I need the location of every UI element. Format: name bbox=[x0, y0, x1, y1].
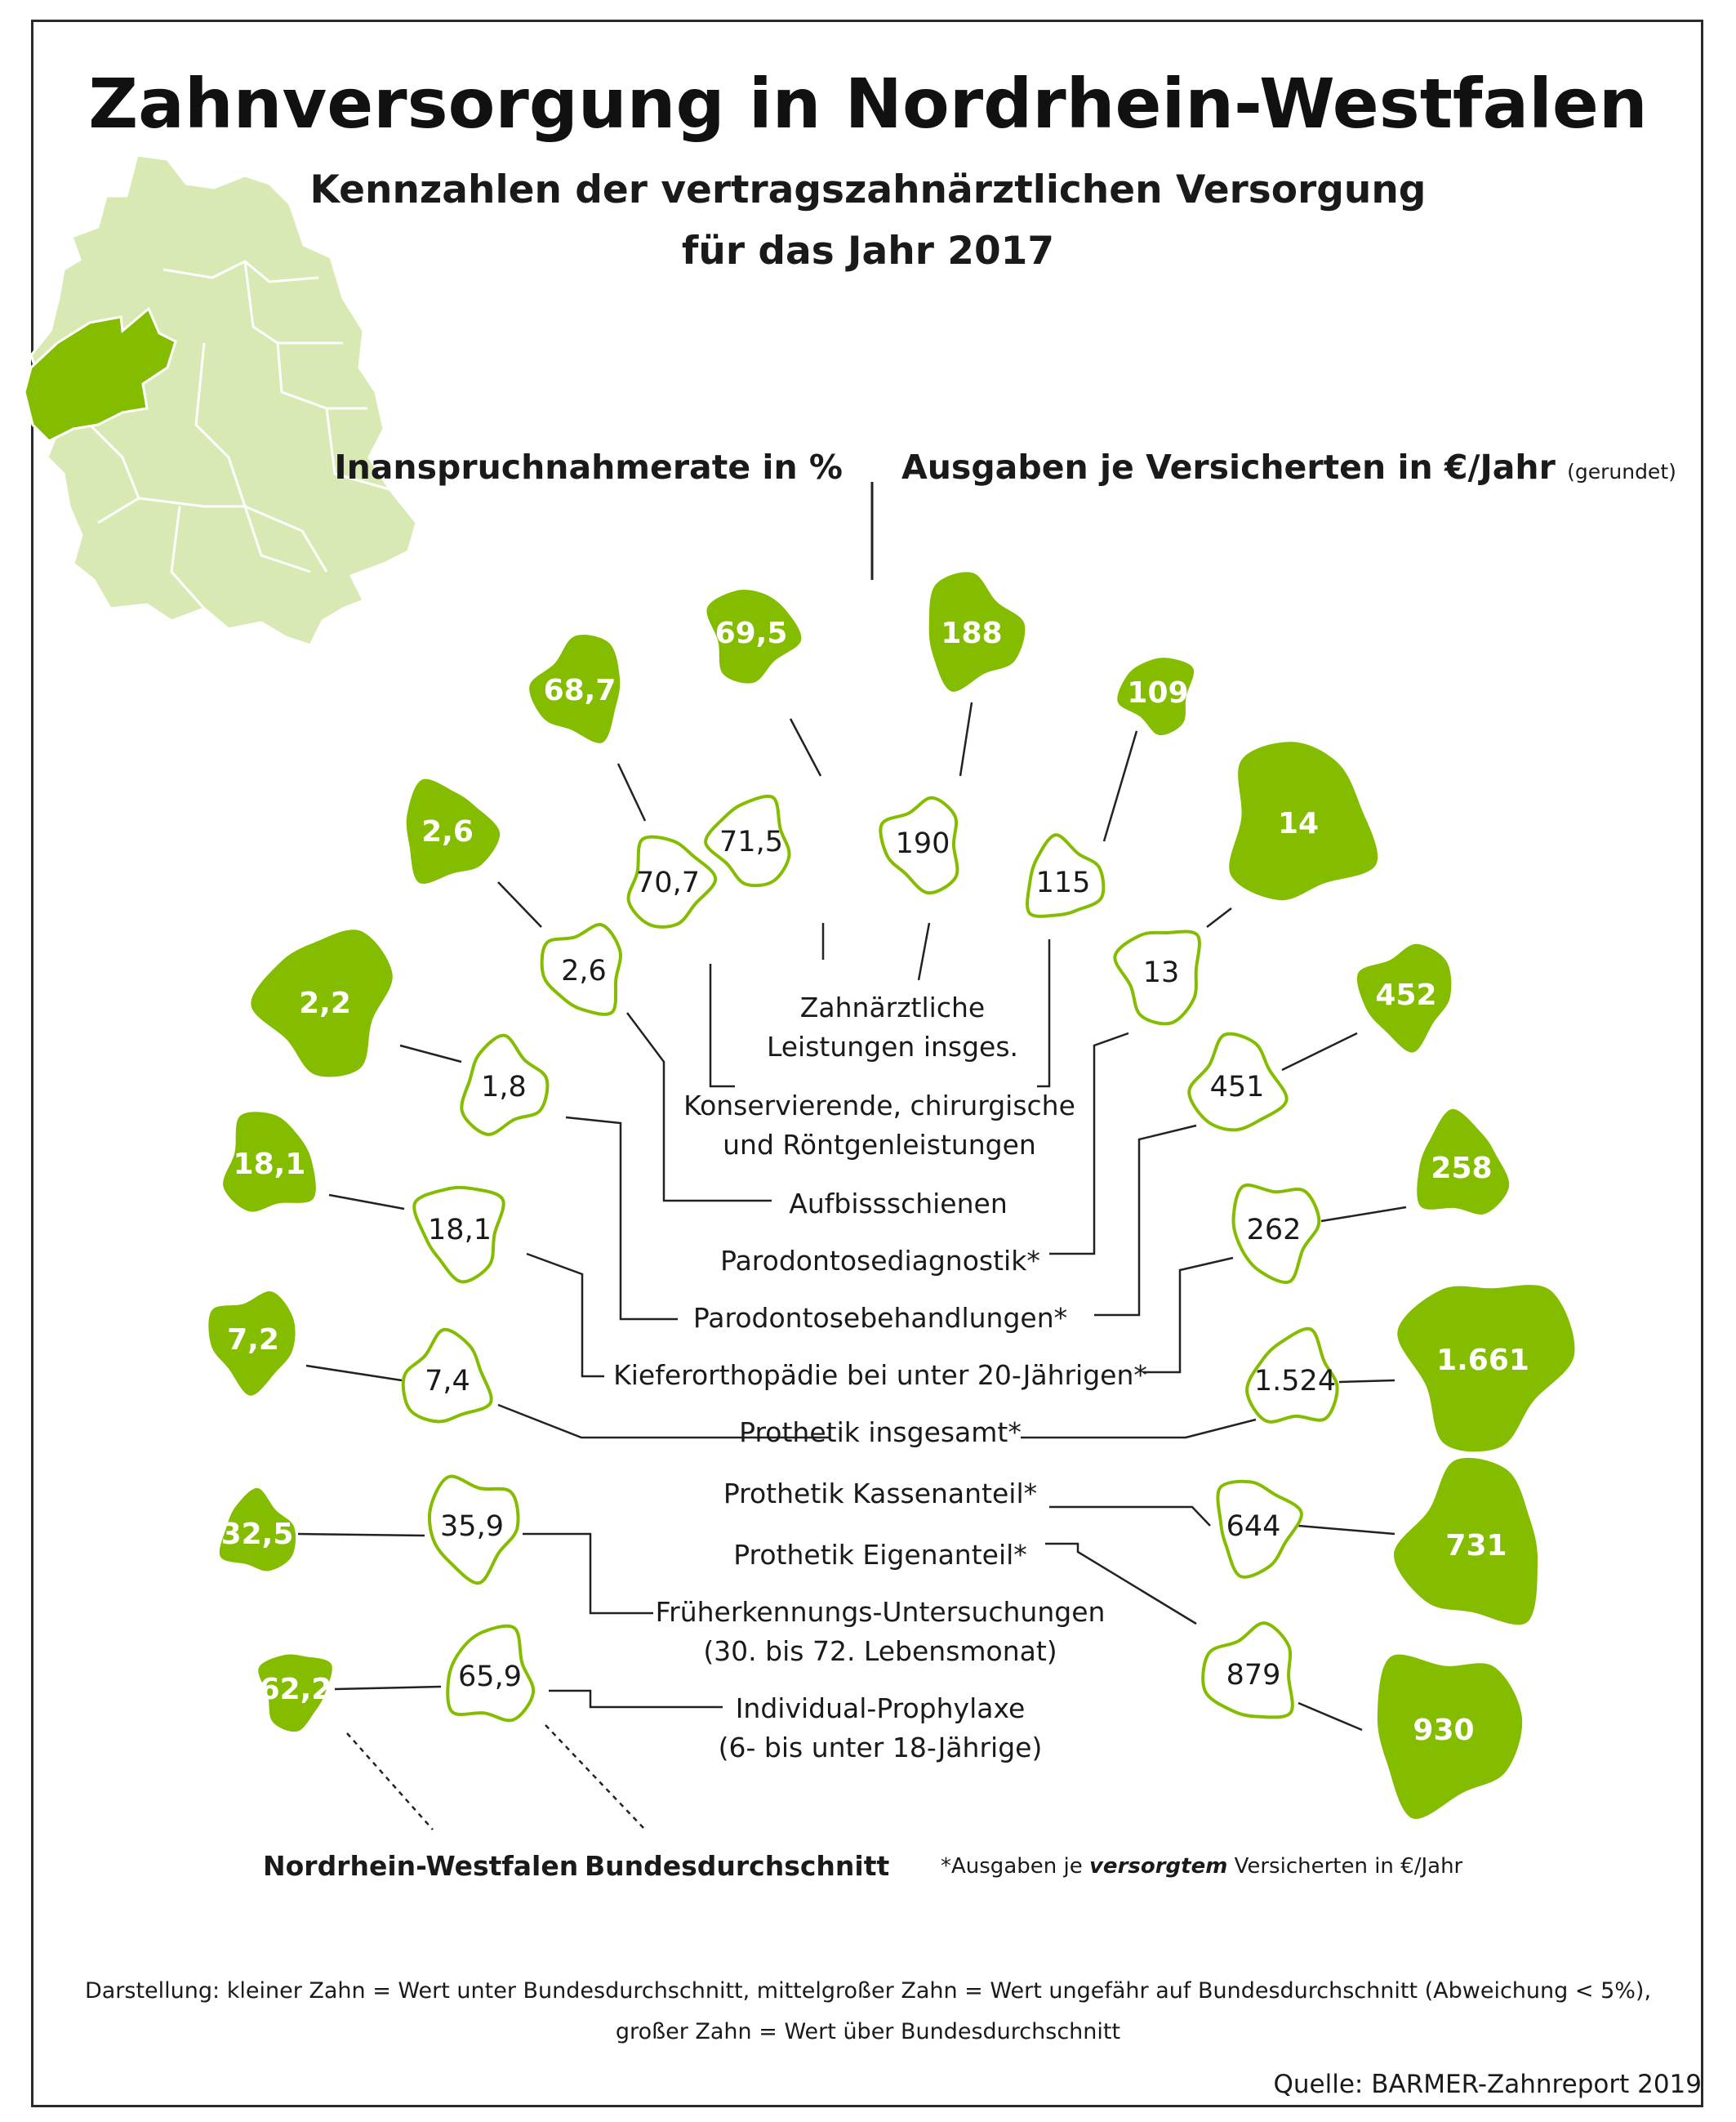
category-label-5 bbox=[554, 1299, 1207, 1338]
explanation-line-1: Darstellung: kleiner Zahn = Wert unter Bundesdurchschnitt, mittelgroßer Zahn = Wert ungefähr auf Bundesdurchschnitt (Abweichung < 5%), bbox=[84, 1978, 1652, 2004]
category-label-7-line-1: Prothetik insgesamt* bbox=[739, 1416, 1022, 1448]
expenses-header-text: Ausgaben je Versicherten in €/Jahr bbox=[901, 448, 1556, 487]
expense-national-tooth-4-value: 451 bbox=[1209, 1071, 1265, 1103]
expense-region-tooth-8 bbox=[1378, 1655, 1522, 1819]
expense-region-tooth-7 bbox=[1394, 1458, 1538, 1625]
category-label-5-line-1: Parodontosebehandlungen* bbox=[692, 1302, 1068, 1334]
expense-national-tooth-8 bbox=[1203, 1623, 1293, 1717]
rate-region-tooth-4 bbox=[251, 929, 392, 1077]
rate-region-tooth-5 bbox=[223, 1112, 316, 1211]
category-label-1-line-1: Zahnärztliche bbox=[799, 992, 986, 1023]
category-label-10-line-2: (30. bis 72. Lebensmonat) bbox=[703, 1635, 1057, 1667]
rate-region-tooth-8-value: 62,2 bbox=[259, 1673, 332, 1706]
rate-region-tooth-7-value: 32,5 bbox=[220, 1518, 294, 1551]
rate-connector-8 bbox=[335, 1687, 441, 1689]
expense-national-tooth-1 bbox=[880, 798, 957, 893]
subtitle-line-1: Kennzahlen der vertragszahnärztlichen Versorgung bbox=[309, 167, 1427, 212]
expense-connector-8 bbox=[1298, 1703, 1362, 1730]
rate-national-tooth-4-value: 1,8 bbox=[481, 1071, 527, 1103]
rate-region-tooth-1 bbox=[706, 590, 801, 684]
expense-region-tooth-2 bbox=[1117, 658, 1194, 735]
page-title: Zahnversorgung in Nordrhein-Westfalen bbox=[88, 64, 1648, 144]
rate-region-tooth-5-value: 18,1 bbox=[233, 1148, 306, 1181]
rate-connector-2 bbox=[618, 764, 645, 821]
expense-national-tooth-7-value: 644 bbox=[1226, 1510, 1281, 1543]
rate-national-tooth-1-value: 71,5 bbox=[719, 826, 783, 858]
expense-connector-5 bbox=[1321, 1207, 1406, 1221]
expense-region-tooth-5 bbox=[1417, 1109, 1509, 1215]
rate-connector-7 bbox=[298, 1534, 425, 1536]
expense-region-tooth-5-value: 258 bbox=[1431, 1152, 1493, 1185]
legend-national: Bundesdurchschnitt bbox=[585, 1850, 890, 1882]
category-label-4 bbox=[554, 1242, 1207, 1281]
category-label-6-line-1: Kieferorthopädie bei unter 20-Jährigen* bbox=[613, 1359, 1147, 1391]
category-label-9-line-1: Prothetik Eigenanteil* bbox=[733, 1539, 1027, 1571]
expense-region-tooth-1-value: 188 bbox=[941, 617, 1003, 650]
rate-national-tooth-5 bbox=[414, 1188, 504, 1282]
expense-national-tooth-6 bbox=[1247, 1329, 1338, 1422]
rate-national-tooth-8 bbox=[447, 1626, 533, 1721]
expense-national-tooth-2-value: 115 bbox=[1035, 867, 1091, 899]
category-label-2-line-1: Konservierende, chirurgische bbox=[683, 1090, 1075, 1121]
rate-region-tooth-2-value: 68,7 bbox=[543, 674, 617, 707]
rate-region-tooth-4-value: 2,2 bbox=[299, 987, 351, 1020]
expense-connector-9 bbox=[919, 923, 929, 980]
expenses-column-header bbox=[901, 448, 1676, 487]
rate-region-tooth-6 bbox=[208, 1291, 295, 1396]
expense-connector-2 bbox=[1104, 731, 1137, 841]
rate-region-tooth-7 bbox=[220, 1488, 296, 1571]
expense-region-tooth-1 bbox=[929, 572, 1026, 692]
expense-region-tooth-4-value: 452 bbox=[1375, 979, 1437, 1012]
rate-region-tooth-2 bbox=[529, 635, 620, 743]
rate-connector-5 bbox=[329, 1195, 404, 1209]
expense-region-tooth-7-value: 731 bbox=[1445, 1529, 1507, 1563]
expense-connector-1 bbox=[960, 702, 972, 776]
expense-connector-6 bbox=[1339, 1380, 1395, 1382]
expense-connector-4 bbox=[1282, 1033, 1357, 1070]
expense-national-tooth-1-value: 190 bbox=[895, 827, 950, 860]
expense-connector-3 bbox=[1207, 908, 1231, 927]
source-note: Quelle: BARMER-Zahnreport 2019 bbox=[1273, 2070, 1702, 2099]
expense-region-tooth-8-value: 930 bbox=[1413, 1714, 1475, 1747]
rate-national-tooth-1 bbox=[706, 796, 789, 885]
rate-region-tooth-3-value: 2,6 bbox=[421, 815, 474, 849]
category-label-6 bbox=[554, 1356, 1207, 1395]
expense-region-tooth-3-value: 14 bbox=[1277, 807, 1320, 840]
expense-national-tooth-8-value: 879 bbox=[1226, 1659, 1281, 1692]
footnote-suffix: Versicherten in €/Jahr bbox=[1227, 1854, 1463, 1879]
legend-region: Nordrhein-Westfalen bbox=[263, 1850, 579, 1882]
subtitle-line-2: für das Jahr 2017 bbox=[681, 229, 1055, 274]
footnote-prefix: *Ausgaben je bbox=[941, 1854, 1089, 1879]
category-label-2-line-2: und Röntgenleistungen bbox=[723, 1129, 1036, 1161]
expense-region-tooth-3 bbox=[1229, 742, 1378, 900]
category-label-11 bbox=[554, 1689, 1207, 1768]
category-label-9 bbox=[554, 1536, 1207, 1575]
footnote-emphasis: versorgtem bbox=[1088, 1854, 1228, 1879]
rate-national-tooth-7-value: 35,9 bbox=[440, 1510, 504, 1543]
rate-column-header: Inanspruchnahmerate in % bbox=[334, 448, 843, 487]
expense-national-tooth-5 bbox=[1233, 1185, 1319, 1282]
rate-national-tooth-7 bbox=[430, 1477, 519, 1584]
rate-national-tooth-3-value: 2,6 bbox=[561, 955, 607, 987]
category-label-3 bbox=[572, 1184, 1225, 1224]
rate-region-tooth-6-value: 7,2 bbox=[227, 1323, 279, 1357]
rate-region-tooth-3 bbox=[407, 779, 500, 884]
category-label-11-line-2: (6- bis unter 18-Jährige) bbox=[718, 1732, 1043, 1763]
rate-connector-1 bbox=[790, 719, 821, 776]
expenses-header-note: (gerundet) bbox=[1567, 460, 1676, 484]
expense-national-tooth-7 bbox=[1217, 1482, 1302, 1577]
expense-national-tooth-2 bbox=[1027, 835, 1103, 916]
rate-connector-4 bbox=[400, 1045, 461, 1062]
category-label-2 bbox=[553, 1086, 1206, 1165]
rate-national-tooth-6 bbox=[403, 1330, 492, 1422]
rate-national-tooth-2-value: 70,7 bbox=[636, 867, 700, 899]
rate-region-tooth-8 bbox=[258, 1654, 332, 1732]
rate-region-tooth-1-value: 69,5 bbox=[714, 617, 788, 650]
rate-national-tooth-4 bbox=[461, 1036, 547, 1135]
category-label-7 bbox=[554, 1413, 1207, 1452]
expense-connector-7 bbox=[1298, 1526, 1395, 1534]
rate-connector-6 bbox=[306, 1366, 402, 1380]
expense-region-tooth-2-value: 109 bbox=[1127, 676, 1189, 710]
category-label-11-line-1: Individual-Prophylaxe bbox=[735, 1692, 1026, 1724]
category-label-1-line-2: Leistungen insges. bbox=[766, 1031, 1019, 1063]
expense-national-tooth-3-value: 13 bbox=[1142, 956, 1180, 989]
explanation-line-2: großer Zahn = Wert über Bundesdurchschnitt bbox=[615, 2019, 1121, 2044]
expense-region-tooth-4 bbox=[1357, 944, 1451, 1053]
category-label-8 bbox=[554, 1474, 1207, 1513]
expense-region-tooth-6-value: 1.661 bbox=[1436, 1344, 1529, 1377]
category-label-4-line-1: Parodontosediagnostik* bbox=[720, 1245, 1040, 1277]
category-label-10 bbox=[554, 1593, 1207, 1671]
expense-region-tooth-6 bbox=[1397, 1285, 1574, 1451]
legend-pointer-region bbox=[347, 1733, 433, 1830]
expense-national-tooth-5-value: 262 bbox=[1246, 1214, 1302, 1246]
rate-national-tooth-5-value: 18,1 bbox=[428, 1214, 492, 1246]
category-label-3-line-1: Aufbissschienen bbox=[789, 1188, 1008, 1219]
category-label-8-line-1: Prothetik Kassenanteil* bbox=[723, 1478, 1038, 1509]
rate-national-tooth-6-value: 7,4 bbox=[425, 1365, 470, 1398]
footnote bbox=[941, 1854, 1462, 1879]
category-label-10-line-1: Früherkennungs-Untersuchungen bbox=[655, 1596, 1106, 1628]
rate-connector-3 bbox=[498, 882, 541, 927]
expense-national-tooth-6-value: 1.524 bbox=[1253, 1365, 1337, 1398]
rate-national-tooth-8-value: 65,9 bbox=[458, 1661, 522, 1693]
rate-national-tooth-2 bbox=[629, 837, 716, 927]
category-label-1 bbox=[566, 988, 1219, 1067]
